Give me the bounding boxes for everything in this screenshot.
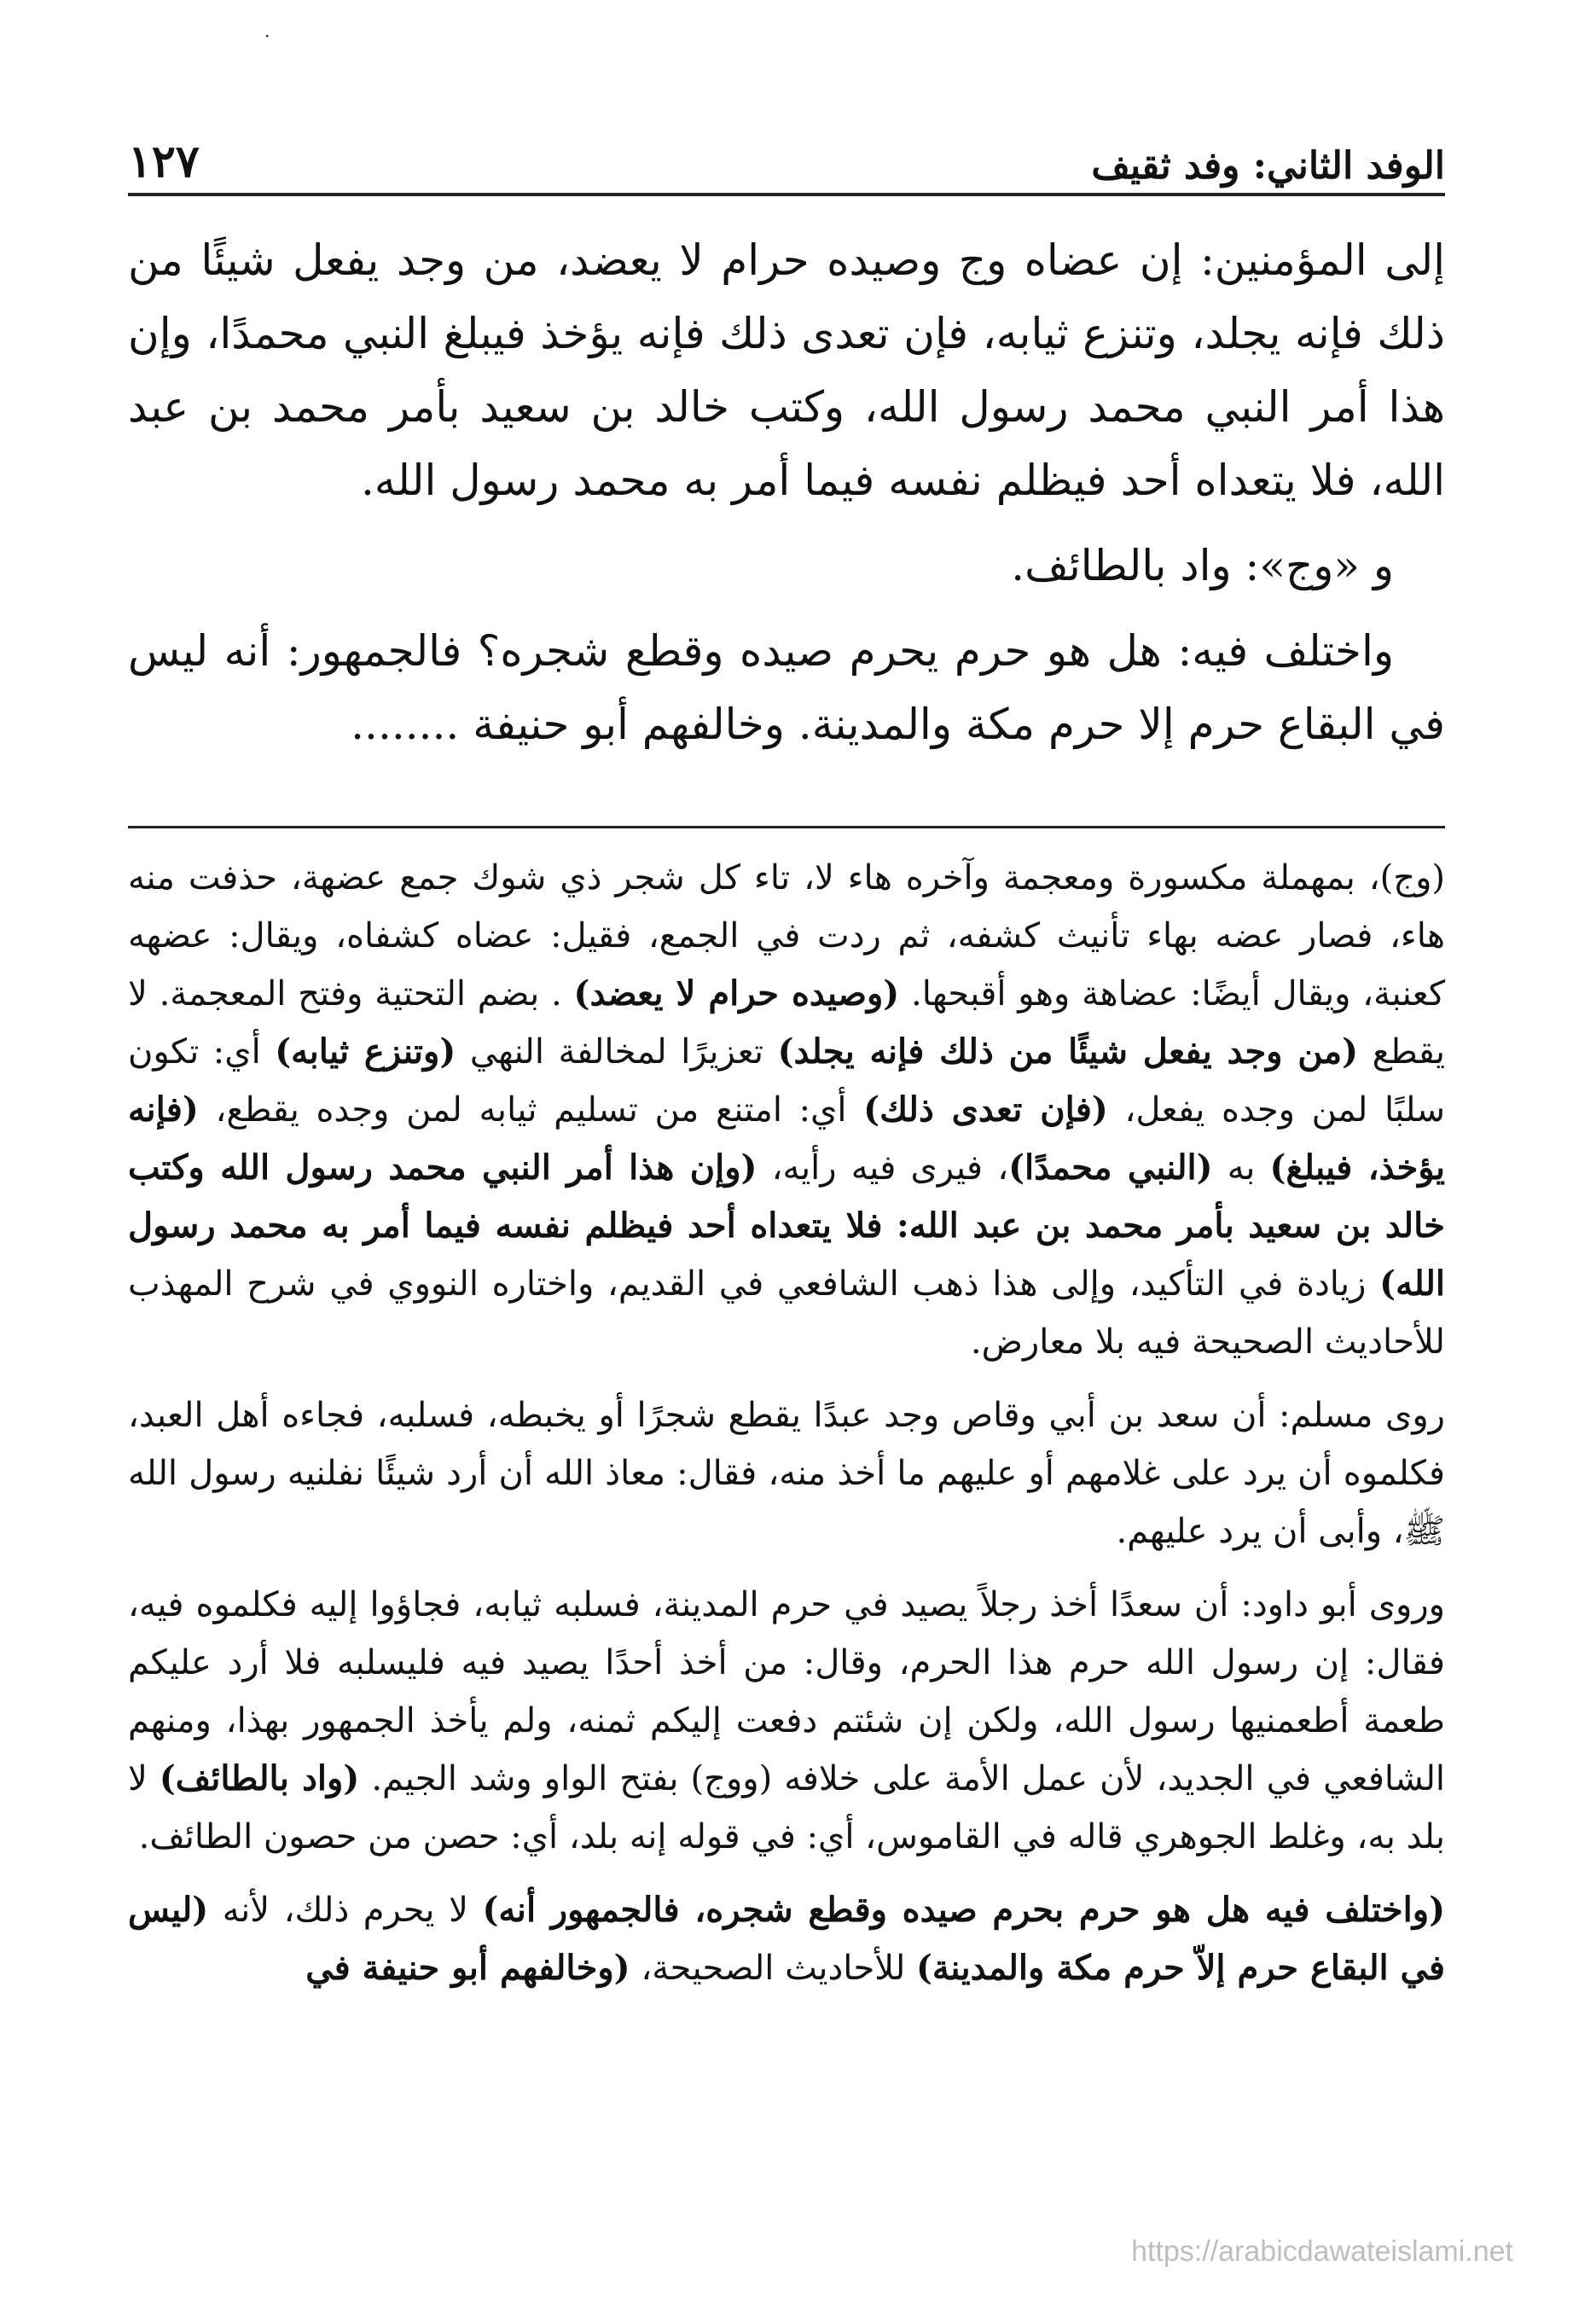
note-text: زيادة في التأكيد، وإلى هذا ذهب الشافعي في القديم، واختاره النووي في شرح المهذب للأحاديث الصحيحة فيه بلا معارض. <box>128 1264 1445 1362</box>
quoted-phrase: (ليس في البقاع حرم إلاّ حرم مكة والمدينة) <box>128 1890 1445 1988</box>
quoted-phrase: (فإن تعدى ذلك) <box>863 1089 1108 1130</box>
commentary-paragraph-1 <box>128 849 1445 1371</box>
page-header <box>128 119 1445 188</box>
note-text: وروى أبو داود: أن سعدًا أخذ رجلاً يصيد في حرم المدينة، فسلبه ثيابه، فجاؤوا إليه فكلموه فيه، فقال: إن رسول الله حرم هذا الحرم، وقال: من أخذ أحدًا يصيد فيه فليسلبه فلا أرد عليكم طعمة أطعمنيها رسول الله، ولكن إن شئتم دفعت إليكم ثمنه، ولم يأخذ الجمهور بهذا، ومنهم الشافعي في الجديد، لأن عمل الأمة على خلافه (ووج) بفتح الواو وشد الجيم. <box>128 1585 1446 1798</box>
watermark-url: https://arabicdawateislami.net <box>1131 2235 1513 2268</box>
quoted-phrase: (فإنه يؤخذ، فيبلغ) <box>128 1089 1445 1188</box>
quoted-phrase: (واختلف فيه هل هو حرم بحرم صيده وقطع شجره، فالجمهور أنه) <box>482 1890 1445 1930</box>
note-text: لا بلد به، وغلط الجوهري قاله في القاموس، أي: في قوله إنه بلد، أي: حصن من حصون الطائف. <box>128 1759 1445 1856</box>
commentary-paragraph-3 <box>128 1576 1445 1866</box>
note-text: للأحاديث الصحيحة، <box>641 1949 906 1988</box>
quoted-phrase: (وإن هذا أمر النبي محمد رسول الله وكتب خالد بن سعيد بأمر محمد بن عبد الله: فلا يتعداه أحد فيظلم نفسه فيما أمر به محمد رسول الله) <box>128 1147 1445 1304</box>
quoted-phrase: (وتنزع ثيابه) <box>275 1031 456 1072</box>
commentary <box>128 849 1445 1997</box>
quoted-phrase: (النبي محمدًا) <box>1008 1147 1213 1188</box>
main-paragraph-2: و «وج»: واد بالطائف. <box>1011 541 1394 590</box>
note-text: (وج)، بمهملة مكسورة ومعجمة وآخره هاء لا، تاء كل شجر ذي شوك جمع عضهة، حذفت منه هاء، فصار عضه بهاء تأنيث كشفه، ثم ردت في الجمع، فقيل: عضاه كشفاه، ويقال: عضهه كعنبة، ويقال أيضًا: عضاهة وهو أقبحها. <box>128 858 1446 1014</box>
footnote-rule <box>128 826 1445 828</box>
note-text: لا يحرم ذلك، لأنه <box>222 1891 468 1930</box>
main-text <box>128 224 1445 761</box>
commentary-paragraph-2: روى مسلم: أن سعد بن أبي وقاص وجد عبدًا يقطع شجرًا أو يخبطه، فسلبه، فجاءه أهل العبد، فكلموه أن يرد على غلامهم أو عليهم ما أخذ منه، فقال: معاذ الله أن أرد شيئًا نفلنيه رسول الله ﷺ، وأبى أن يرد عليهم. <box>128 1396 1445 1551</box>
quoted-phrase: (وخالفهم أبو حنيفة في <box>305 1948 630 1988</box>
quoted-phrase: (من وجد يفعل شيئًا من ذلك فإنه يجلد) <box>777 1031 1359 1072</box>
note-text: تعزيرًا لمخالفة النهي <box>469 1032 764 1072</box>
main-paragraph-3: واختلف فيه: هل هو حرم يحرم صيده وقطع شجره؟ فالجمهور: أنه ليس في البقاع حرم إلا حرم مكة والمدينة. وخالفهم أبو حنيفة ........ <box>128 626 1445 749</box>
header-rule <box>128 193 1445 196</box>
page-number: ١٢٧ <box>128 136 200 188</box>
note-text: ، فيرى فيه رأيه، <box>771 1148 1009 1188</box>
quoted-phrase: (وصيده حرام لا يعضد) <box>573 973 900 1014</box>
main-paragraph-1: إلى المؤمنين: إن عضاه وج وصيده حرام لا يعضد، من وجد يفعل شيئًا من ذلك فإنه يجلد، وتنزع ثيابه، فإن تعدى ذلك فإنه يؤخذ فيبلغ النبي محمدًا، وإن هذا أمر النبي محمد رسول الله، وكتب خالد بن سعيد بأمر محمد بن عبد الله، فلا يتعداه أحد فيظلم نفسه فيما أمر به محمد رسول الله. <box>128 235 1445 505</box>
note-text: أي: تكون سلبًا لمن وجده يفعل، <box>128 1032 1445 1130</box>
running-title: الوفد الثاني: وفد ثقيف <box>1091 144 1445 188</box>
header-dot: · <box>264 26 270 46</box>
note-text: . بضم التحتية وفتح المعجمة. لا يقطع <box>128 974 1446 1072</box>
quoted-phrase: (واد بالطائف) <box>159 1758 360 1798</box>
commentary-paragraph-4 <box>128 1881 1445 1997</box>
note-text: أي: امتنع من تسليم ثيابه لمن وجده يقطع، <box>215 1090 847 1130</box>
note-text: به <box>1227 1148 1256 1188</box>
